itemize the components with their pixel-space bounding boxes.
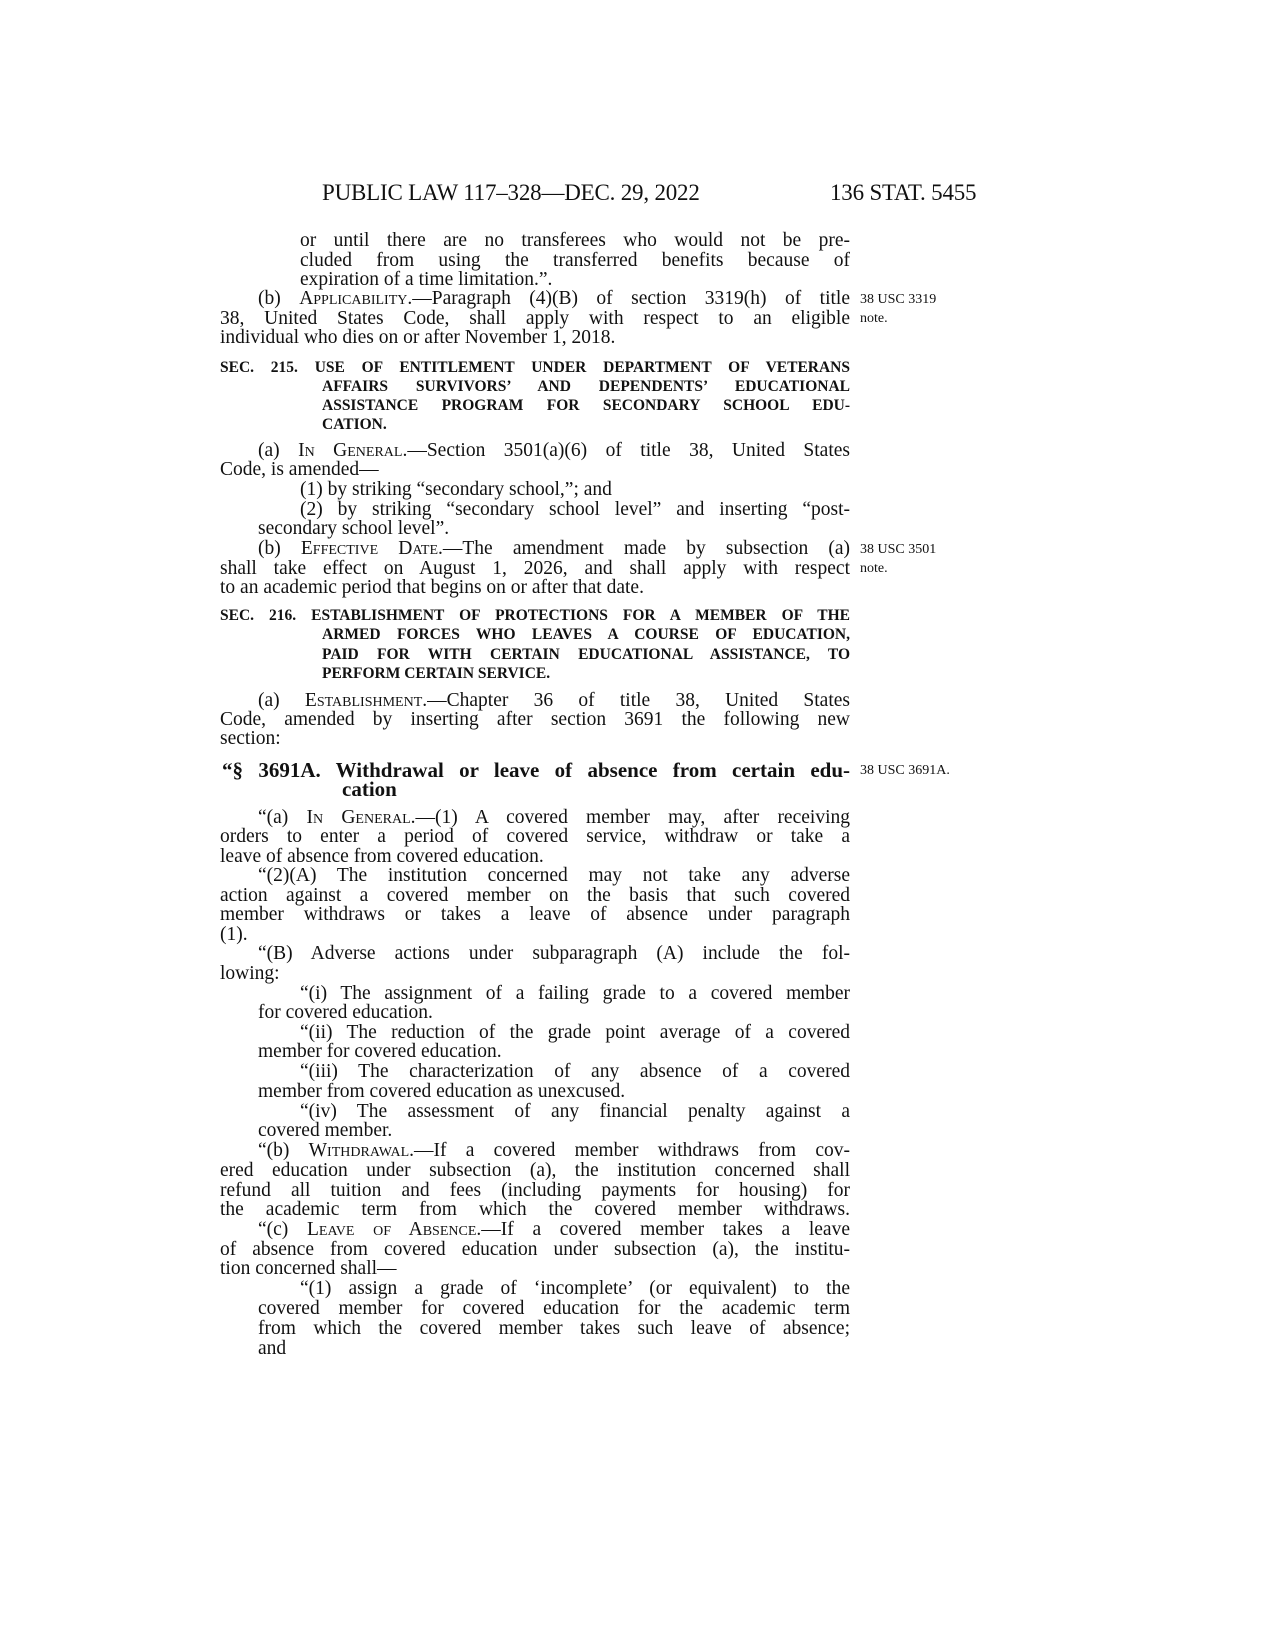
text-line: covered member for covered education for the academic term <box>258 1298 850 1319</box>
text-line: Code, amended by inserting after section 3691 the following new <box>220 709 850 730</box>
text: .—If a covered member takes a leave <box>476 1219 850 1240</box>
text-line: ered education under subsection (a), the institution concerned shall <box>220 1160 850 1181</box>
subsection-heading: Applicability <box>299 288 408 309</box>
section-3691a-heading: “§ 3691A. Withdrawal or leave of absence from certain edu- <box>222 758 850 782</box>
subsection-heading: Leave of Absence <box>307 1219 477 1240</box>
text-line: member from covered education as unexcused. <box>258 1081 626 1102</box>
text-line: the academic term from which the covered member withdraws. <box>220 1199 850 1220</box>
subsection-num: (b) <box>258 288 300 309</box>
text-line: Code, is amended— <box>220 459 379 480</box>
text-line: or until there are no transferees who would not be pre- <box>300 230 850 251</box>
section-heading-line: cation <box>342 777 397 801</box>
text-line: (1). <box>220 924 248 945</box>
subsection-b-withdrawal <box>258 1141 850 1161</box>
subsection-num: “(b) <box>258 1140 309 1161</box>
text-line: individual who dies on or after November 1, 2018. <box>220 327 616 348</box>
text-line: cluded from using the transferred benefits because of <box>300 250 850 271</box>
text: .—The amendment made by subsection (a) <box>438 538 850 559</box>
subsection-num: “(a) <box>258 807 307 828</box>
subsection-num: (b) <box>258 538 301 559</box>
subsection-num: (a) <box>258 690 305 711</box>
text-line: for covered education. <box>258 1002 433 1023</box>
running-head-title: PUBLIC LAW 117–328—DEC. 29, 2022 <box>322 180 700 205</box>
text-line: “(iii) The characterization of any absence of a covered <box>300 1061 850 1082</box>
margin-note: 38 USC 3691A. <box>860 763 950 778</box>
text-line: leave of absence from covered education. <box>220 846 544 867</box>
margin-note: 38 USC 3501 <box>860 542 937 557</box>
subsection-num: “(c) <box>258 1219 307 1240</box>
subsection-b-applicability <box>258 289 850 309</box>
section-heading-line: PAID FOR WITH CERTAIN EDUCATIONAL ASSISTANCE, TO <box>322 646 850 663</box>
text-line: “(B) Adverse actions under subparagraph (A) include the fol- <box>258 943 850 964</box>
text-line: tion concerned shall— <box>220 1258 397 1279</box>
text-line: from which the covered member takes such leave of absence; <box>258 1318 850 1339</box>
page-number: 136 STAT. 5455 <box>830 180 977 205</box>
section-heading-line: AFFAIRS SURVIVORS’ AND DEPENDENTS’ EDUCATIONAL <box>322 378 850 395</box>
text-line: “(ii) The reduction of the grade point average of a covered <box>300 1022 850 1043</box>
text-line: action against a covered member on the basis that such covered <box>220 885 850 906</box>
text: .—Chapter 36 of title 38, United States <box>422 690 850 711</box>
text-line: and <box>258 1338 287 1359</box>
section-heading-line: CATION. <box>322 416 387 433</box>
subsection-num: (a) <box>258 440 299 461</box>
subsection-heading: In General <box>298 440 403 461</box>
text: .—(1) A covered member may, after receiving <box>410 807 850 828</box>
text: .—Section 3501(a)(6) of title 38, United States <box>402 440 850 461</box>
text: .—Paragraph (4)(B) of section 3319(h) of title <box>407 288 850 309</box>
text-line: 38, United States Code, shall apply with respect to an eligible <box>220 308 850 329</box>
text: .—If a covered member withdraws from cov- <box>409 1140 850 1161</box>
text-line: covered member. <box>258 1120 393 1141</box>
section-heading-line: ASSISTANCE PROGRAM FOR SECONDARY SCHOOL EDU- <box>322 397 850 414</box>
text-line: “(i) The assignment of a failing grade to a covered member <box>300 983 850 1004</box>
text-line: shall take effect on August 1, 2026, and shall apply with respect <box>220 558 850 579</box>
text-line: of absence from covered education under subsection (a), the institu- <box>220 1239 850 1260</box>
text-line: to an academic period that begins on or after that date. <box>220 577 644 598</box>
text-line: “(1) assign a grade of ‘incomplete’ (or equivalent) to the <box>300 1278 850 1299</box>
subsection-a-in-general <box>258 808 850 828</box>
text-line: “(iv) The assessment of any financial penalty against a <box>300 1101 850 1122</box>
section-heading-line: PERFORM CERTAIN SERVICE. <box>322 665 551 682</box>
subsection-heading: Withdrawal <box>308 1140 410 1161</box>
text-line: lowing: <box>220 963 280 984</box>
text-line: section: <box>220 728 281 749</box>
subsection-heading: In General <box>306 807 411 828</box>
subsection-heading: Effective Date <box>300 538 438 559</box>
text-line: (1) by striking “secondary school,”; and <box>300 479 612 500</box>
text-line: “(2)(A) The institution concerned may not take any adverse <box>258 865 850 886</box>
subsection-c-leave-of-absence <box>258 1220 850 1240</box>
text-line: member withdraws or takes a leave of absence under paragraph <box>220 904 850 925</box>
margin-note: note. <box>860 311 888 326</box>
text-line: orders to enter a period of covered service, withdraw or take a <box>220 826 850 847</box>
text-line: secondary school level”. <box>258 518 450 539</box>
subsection-a-in-general <box>258 441 850 461</box>
text-line: expiration of a time limitation.”. <box>300 269 553 290</box>
text-line: (2) by striking “secondary school level” and inserting “post- <box>300 499 850 520</box>
section-216-heading: SEC. 216. ESTABLISHMENT OF PROTECTIONS FOR A MEMBER OF THE <box>220 607 850 624</box>
section-heading-line: ARMED FORCES WHO LEAVES A COURSE OF EDUCATION, <box>322 626 850 643</box>
text-line: member for covered education. <box>258 1041 502 1062</box>
section-215-heading: SEC. 215. USE OF ENTITLEMENT UNDER DEPARTMENT OF VETERANS <box>220 359 850 376</box>
text-line: refund all tuition and fees (including payments for housing) for <box>220 1180 850 1201</box>
subsection-heading: Establishment <box>304 690 423 711</box>
subsection-a-establishment <box>258 691 850 711</box>
margin-note: 38 USC 3319 <box>860 292 937 307</box>
subsection-b-effective-date <box>258 539 850 559</box>
margin-note: note. <box>860 561 888 576</box>
